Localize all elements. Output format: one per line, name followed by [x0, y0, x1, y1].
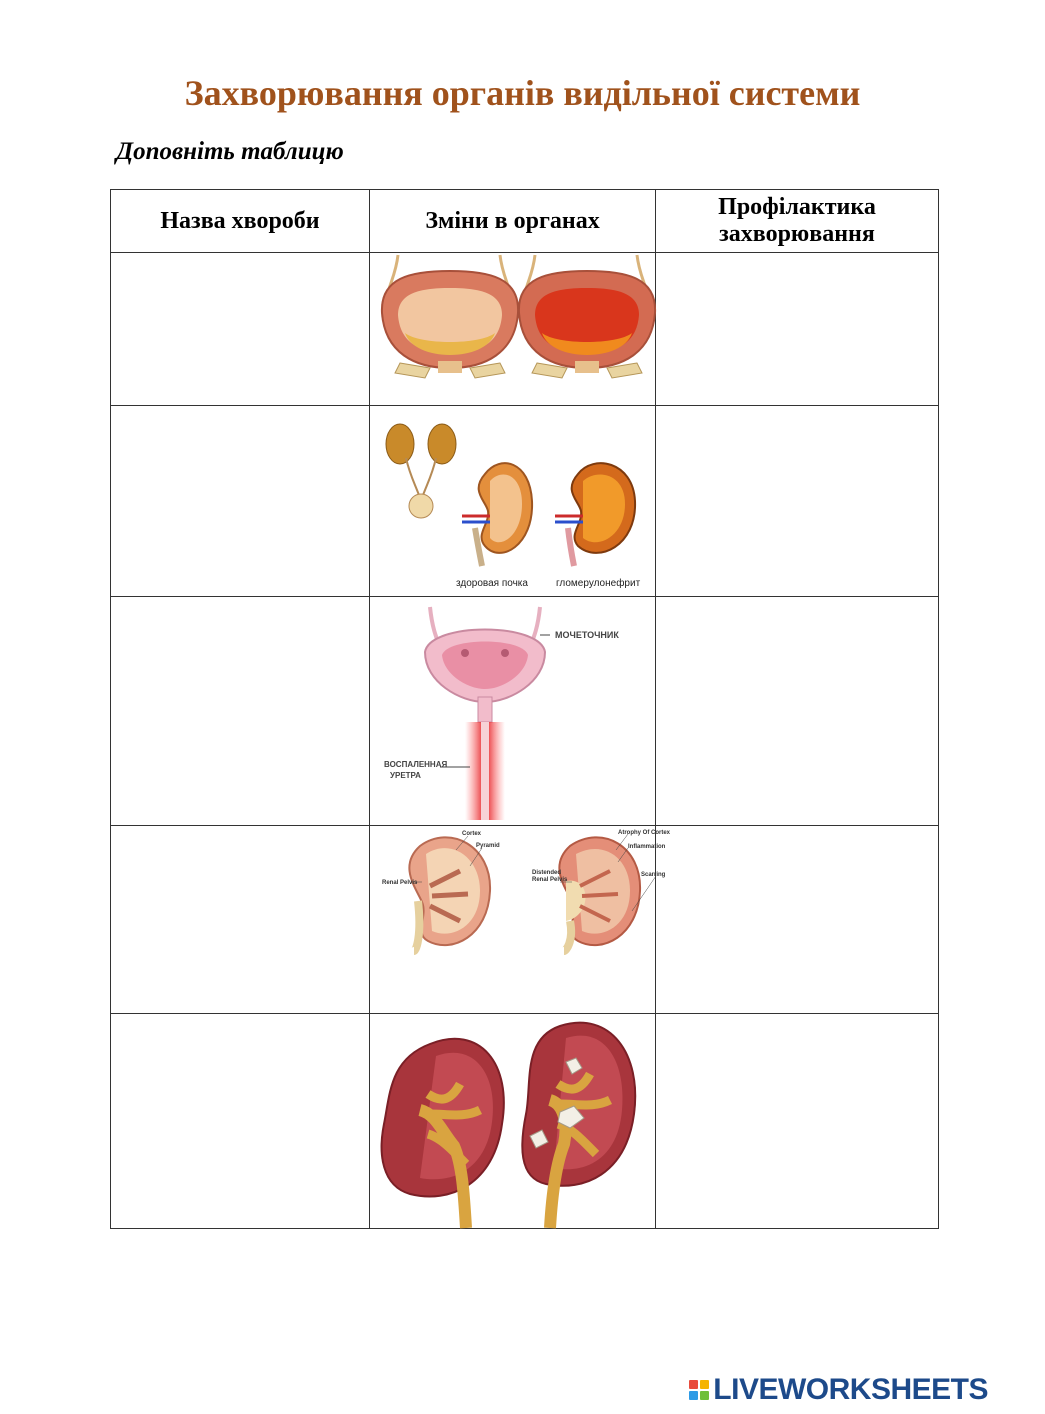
- liveworksheets-logo: [689, 1374, 988, 1406]
- logo-text: LIVEWORKSHEETS: [713, 1373, 988, 1406]
- logo-square: [700, 1391, 709, 1400]
- inflamed-urethra-label-line2: УРЕТРА: [390, 771, 421, 780]
- disease-answer-cell[interactable]: [111, 406, 370, 597]
- organ-changes-image-cell: [370, 406, 656, 597]
- glomerulonephritis-label: гломерулонефрит: [556, 578, 641, 589]
- inflammation-label: Inflammation: [628, 844, 666, 850]
- table-row: [111, 826, 939, 1014]
- kidney-glomerulonephritis-illustration: [370, 406, 656, 597]
- page-title: Захворювання органів видільної системи: [184, 73, 861, 113]
- header-disease-name: Назва хвороби: [111, 190, 370, 253]
- pyelonephritis-kidney-cross-section: [559, 834, 656, 951]
- cortex-label: Cortex: [462, 831, 482, 837]
- pyramid-label: Pyramid: [476, 843, 500, 849]
- kidney-with-stones-image: [522, 1023, 635, 1228]
- pyelonephritis-illustration: [370, 826, 671, 1014]
- organ-changes-image-cell: [370, 597, 656, 826]
- atrophy-of-cortex-label: Atrophy Of Cortex: [618, 830, 671, 836]
- disease-answer-cell[interactable]: [111, 826, 370, 1014]
- prevention-answer-cell[interactable]: [656, 826, 939, 1014]
- disease-answer-cell[interactable]: [111, 1014, 370, 1229]
- table-header-row: [111, 190, 939, 253]
- header-prevention-line1: Профілактика: [718, 194, 876, 220]
- logo-square: [689, 1391, 698, 1400]
- organ-changes-image-cell: [370, 1014, 656, 1229]
- glomerulonephritis-kidney-image: [555, 463, 635, 566]
- scarring-label: Scarring: [641, 872, 666, 878]
- disease-answer-cell[interactable]: [111, 253, 370, 406]
- organ-changes-image-cell: [370, 253, 656, 406]
- healthy-kidney-label: здоровая почка: [456, 578, 528, 589]
- healthy-kidney-large-image: [382, 1039, 504, 1228]
- renal-pelvis-label: Renal Pelvis: [382, 880, 418, 886]
- prevention-answer-cell[interactable]: [656, 1014, 939, 1229]
- distended-label-line2: Renal Pelvis: [532, 877, 568, 883]
- table-row: [111, 597, 939, 826]
- header-prevention-line2: захворювання: [719, 221, 875, 247]
- logo-square: [689, 1380, 698, 1389]
- bladder-comparison-illustration: [370, 253, 656, 406]
- prevention-answer-cell[interactable]: [656, 406, 939, 597]
- table-row: [111, 253, 939, 406]
- healthy-bladder-image: [382, 255, 518, 378]
- logo-mark-icon: [689, 1380, 709, 1400]
- worksheet-table: [110, 189, 939, 1229]
- ureter-label: МОЧЕТОЧНИК: [555, 630, 619, 640]
- distended-label-line1: Distended: [532, 870, 562, 876]
- organ-changes-image-cell: [370, 826, 671, 1014]
- header-prevention: [656, 190, 939, 253]
- logo-square: [700, 1380, 709, 1389]
- inflamed-bladder-image: [519, 255, 655, 378]
- healthy-kidney-image: [462, 463, 532, 566]
- normal-kidney-cross-section: [409, 836, 490, 951]
- instruction: Доповніть таблицю: [116, 138, 344, 165]
- urethritis-illustration: [370, 597, 656, 826]
- disease-answer-cell[interactable]: [111, 597, 370, 826]
- inflamed-urethra-label-line1: ВОСПАЛЕННАЯ: [384, 760, 448, 769]
- header-organ-changes: Зміни в органах: [370, 190, 656, 253]
- table-row: [111, 1014, 939, 1229]
- kidney-stones-illustration: [370, 1014, 656, 1229]
- urinary-system-icon: [386, 424, 456, 518]
- prevention-answer-cell[interactable]: [656, 253, 939, 406]
- table-row: [111, 406, 939, 597]
- prevention-answer-cell[interactable]: [656, 597, 939, 826]
